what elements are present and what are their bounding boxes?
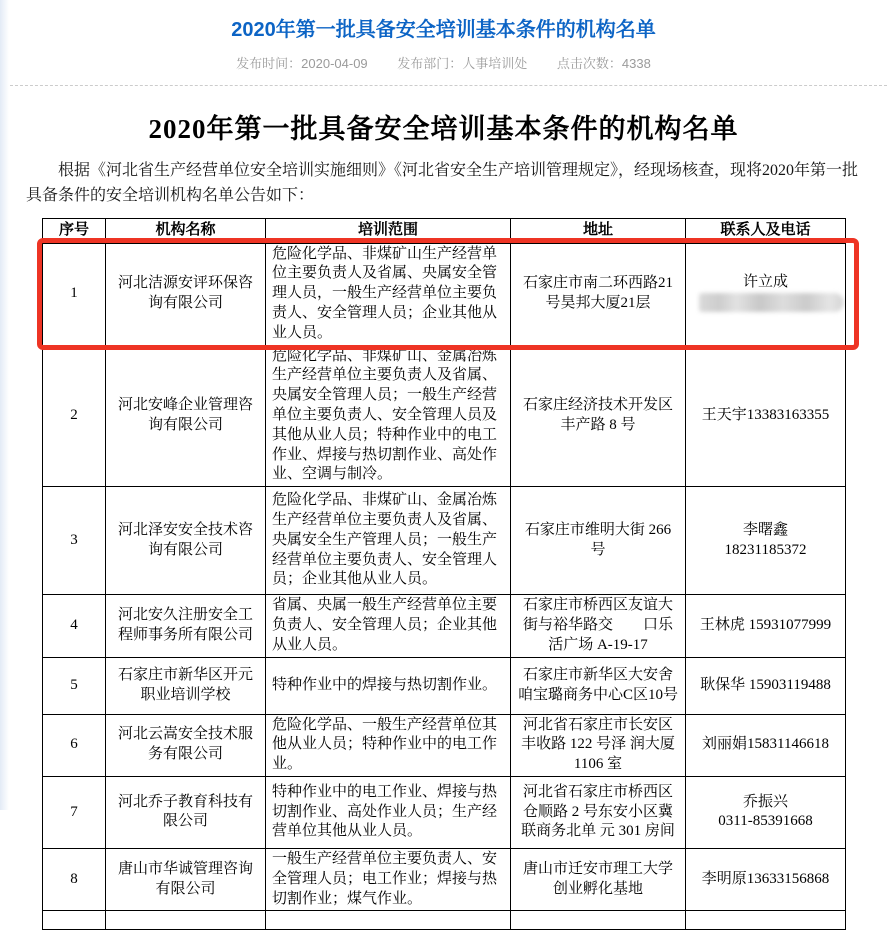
cell-serial-number: 2 <box>43 345 106 487</box>
cell-training-scope: 一般生产经营单位主要负责人、安全管理人员；电工作业；焊接与热切割作业；煤气作业。 <box>266 848 511 910</box>
table-body <box>43 243 846 930</box>
table-header-row <box>43 218 846 243</box>
cell-serial-number: 5 <box>43 657 106 714</box>
cell-training-scope: 特种作业中的焊接与热切割作业。 <box>266 657 511 714</box>
cell-training-scope <box>266 911 511 930</box>
table-row <box>43 595 846 657</box>
cell-training-scope: 危险化学品、非煤矿山、金属冶炼生产经营单位主要负责人及省属、央属安全生产管理人员；一般生产经营单位主要负责人、安全管理人员；企业其他从业人员。 <box>266 487 511 595</box>
table-row <box>43 657 846 714</box>
cell-org-name: 河北泽安安全技术咨询有限公司 <box>106 487 266 595</box>
cell-serial-number: 6 <box>43 714 106 776</box>
intro-paragraph: 根据《河北省生产经营单位安全培训实施细则》《河北省安全生产培训管理规定》，经现场核查，现将2020年第一批具备条件的安全培训机构名单公告如下： <box>26 162 859 204</box>
table-row <box>43 848 846 910</box>
table-row <box>43 776 846 848</box>
cell-contact-phone <box>686 776 846 848</box>
dashed-divider <box>0 85 887 86</box>
cell-serial-number: 7 <box>43 776 106 848</box>
cell-contact-phone <box>686 345 846 487</box>
table-row <box>43 714 846 776</box>
page-edge-shadow <box>0 0 9 810</box>
cell-address: 河北省石家庄市桥西区仓顺路 2 号东安小区冀联商务北单 元 301 房间 <box>511 776 686 848</box>
contact-line: 李曙鑫 <box>742 521 788 538</box>
cell-contact-phone <box>686 714 846 776</box>
cell-address: 石家庄经济技术开发区丰产路 8 号 <box>511 345 686 487</box>
org-table <box>42 218 846 930</box>
column-header: 培训范围 <box>266 218 511 243</box>
cell-org-name: 河北安久注册安全工程师事务所有限公司 <box>106 595 266 657</box>
cell-contact-phone <box>686 911 846 930</box>
cell-contact-phone <box>686 487 846 595</box>
org-table-container <box>42 218 845 930</box>
cell-serial-number <box>43 911 106 930</box>
cell-org-name: 唐山市华诚管理咨询有限公司 <box>106 848 266 910</box>
cell-org-name: 河北洁源安评环保咨询有限公司 <box>106 243 266 345</box>
contact-line: 李明原13633156868 <box>701 870 830 887</box>
cell-serial-number: 4 <box>43 595 106 657</box>
table-row <box>43 345 846 487</box>
table-row <box>43 487 846 595</box>
cell-training-scope: 危险化学品、一般生产经营单位其他从业人员；特种作业中的电工作业。 <box>266 714 511 776</box>
cell-training-scope: 危险化学品、非煤矿山、金属冶炼生产经营单位主要负责人及省属、央属安全管理人员；一般生产经营单位主要负责人、安全管理人员及其他从业人员；特种作业中的电工作业、焊接与热切割作业、高处作业、空调与制冷。 <box>266 345 511 487</box>
cell-serial-number: 8 <box>43 848 106 910</box>
cell-training-scope: 特种作业中的电工作业、焊接与热切割作业、高处作业人员；生产经营单位其他从业人员。 <box>266 776 511 848</box>
contact-line: 王天宇13383163355 <box>701 406 830 423</box>
cell-org-name: 石家庄市新华区开元职业培训学校 <box>106 657 266 714</box>
cell-address: 石家庄市桥西区友谊大街与裕华路交 口乐活广场 A-19-17 <box>511 595 686 657</box>
contact-line: 18231185372 <box>724 541 807 558</box>
contact-line: 刘丽娟15831146618 <box>702 736 829 753</box>
article-title-link[interactable]: 2020年第一批具备安全培训基本条件的机构名单 <box>231 19 656 41</box>
column-header: 联系人及电话 <box>686 218 846 243</box>
cell-org-name: 河北云嵩安全技术服务有限公司 <box>106 714 266 776</box>
cell-address: 石家庄市南二环西路21号昊邦大厦21层 <box>511 243 686 345</box>
table-row-partial <box>43 911 846 930</box>
cell-org-name <box>106 911 266 930</box>
cell-serial-number: 1 <box>43 243 106 345</box>
publish-time: 发布时间：2020-04-09 <box>236 56 368 71</box>
click-count: 点击次数：4338 <box>556 56 651 71</box>
column-header: 地址 <box>511 218 686 243</box>
cell-org-name: 河北安峰企业管理咨询有限公司 <box>106 345 266 487</box>
contact-line: 许立成 <box>692 273 839 315</box>
column-header: 序号 <box>43 218 106 243</box>
cell-address: 石家庄市新华区大安舍咱宝璐商务中心C区10号 <box>511 657 686 714</box>
cell-address: 河北省石家庄市长安区丰收路 122 号泽 润大厦 1106 室 <box>511 714 686 776</box>
table-header <box>43 218 846 243</box>
contact-line: 乔振兴 <box>742 793 788 810</box>
table-row <box>43 243 846 345</box>
cell-contact-phone <box>686 243 846 345</box>
article-header <box>0 0 887 72</box>
contact-line: 耿保华 15903119488 <box>700 676 831 693</box>
cell-training-scope: 危险化学品、非煤矿山生产经营单位主要负责人及省属、央属安全管理人员，一般生产经营单位主要负责人、安全管理人员；企业其他从业人员。 <box>266 243 511 345</box>
cell-org-name: 河北乔子教育科技有限公司 <box>106 776 266 848</box>
publish-department: 发布部门：人事培训处 <box>397 56 528 71</box>
cell-contact-phone <box>686 595 846 657</box>
cell-training-scope: 省属、央属一般生产经营单位主要负责人、安全管理人员；企业其他从业人员。 <box>266 595 511 657</box>
article-body <box>0 107 887 930</box>
redacted-phone-blur <box>699 293 844 312</box>
cell-contact-phone <box>686 848 846 910</box>
cell-serial-number: 3 <box>43 487 106 595</box>
cell-address: 石家庄市维明大街 266 号 <box>511 487 686 595</box>
cell-address <box>511 911 686 930</box>
contact-line: 0311-85391668 <box>718 813 813 830</box>
article-meta <box>0 53 887 72</box>
column-header: 机构名称 <box>106 218 266 243</box>
document-heading: 2020年第一批具备安全培训基本条件的机构名单 <box>148 114 739 144</box>
contact-line: 王林虎 15931077999 <box>699 616 832 633</box>
cell-contact-phone <box>686 657 846 714</box>
cell-address: 唐山市迁安市理工大学创业孵化基地 <box>511 848 686 910</box>
